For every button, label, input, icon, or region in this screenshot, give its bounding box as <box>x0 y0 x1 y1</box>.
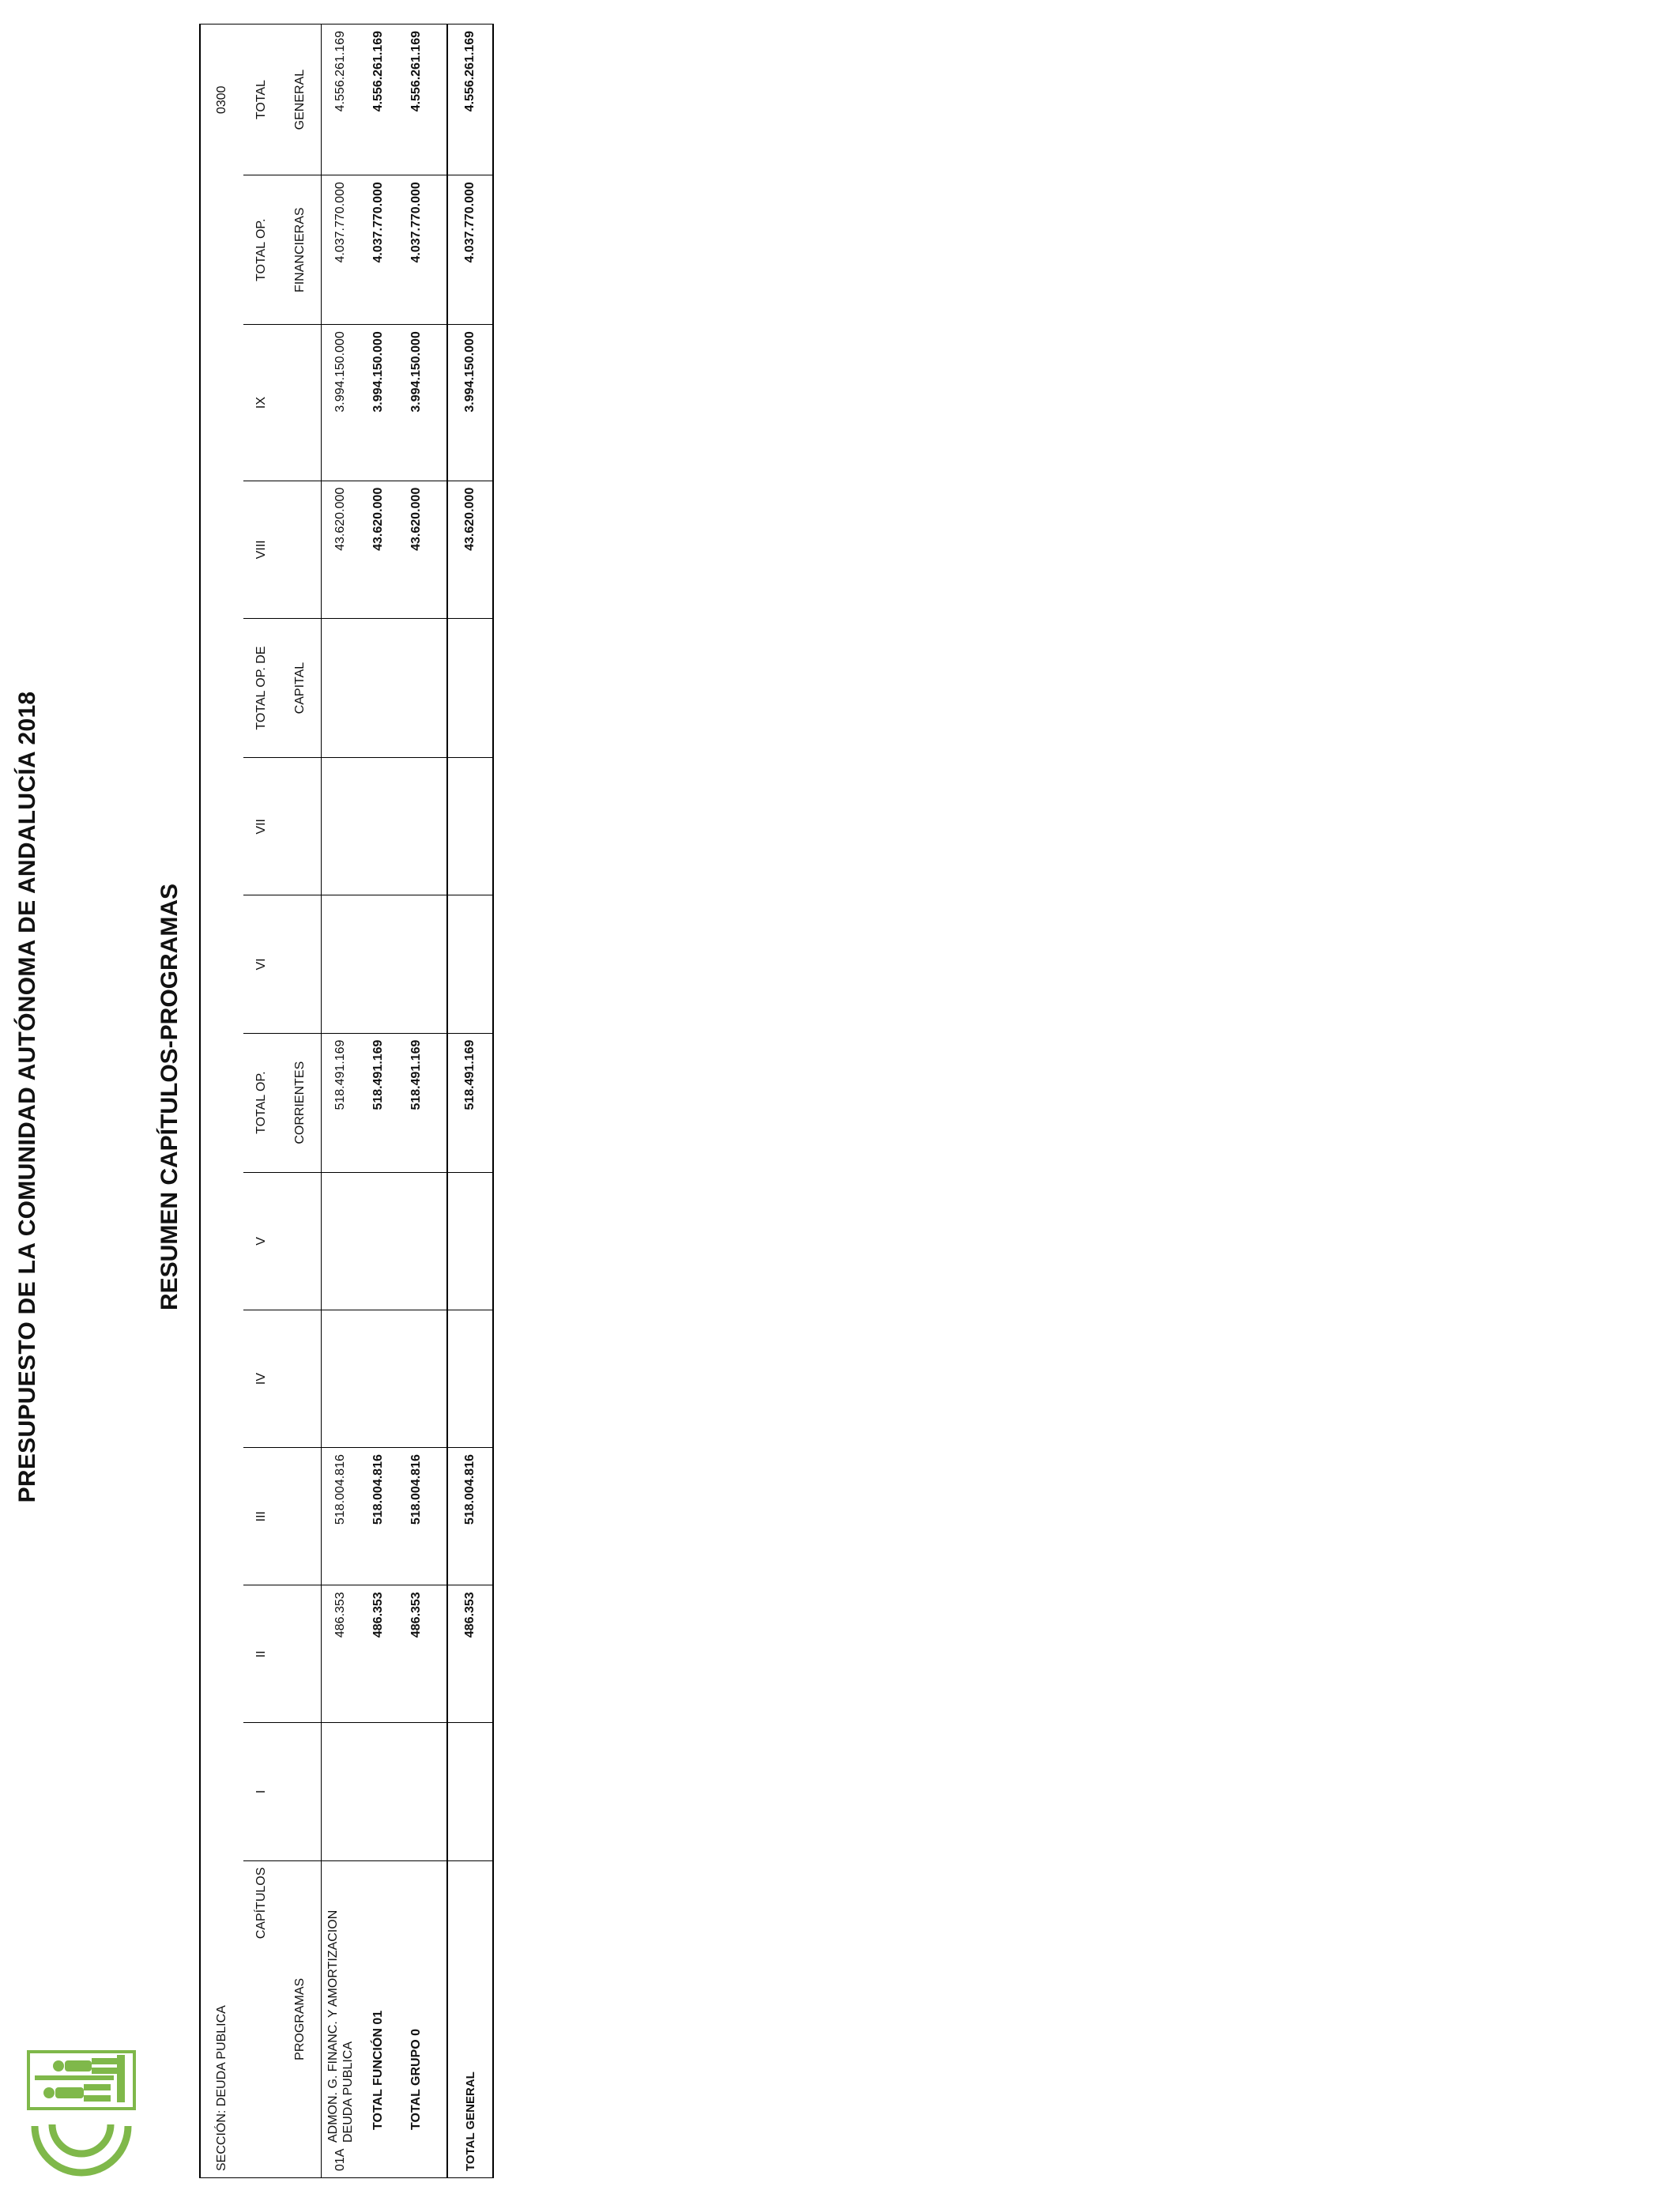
total-general-row <box>447 25 493 2178</box>
column-header-3: IV <box>243 1310 280 1447</box>
value-cell: 518.491.169 <box>397 1033 435 1172</box>
value-cell <box>322 895 360 1033</box>
value-cell: 3.994.150.000 <box>360 325 397 481</box>
column-header-2-line2 <box>280 1448 322 1585</box>
spacer-cell <box>435 1585 447 1723</box>
column-header-9-line2 <box>280 481 322 618</box>
programas-label: PROGRAMAS <box>280 1860 322 2177</box>
value-cell: 486.353 <box>360 1585 397 1723</box>
value-cell: 518.004.816 <box>360 1448 397 1585</box>
value-cell: 43.620.000 <box>447 481 493 618</box>
value-cell <box>447 1172 493 1310</box>
value-cell <box>360 618 397 757</box>
total-label: TOTAL GENERAL <box>463 2071 477 2171</box>
column-header-3-line2 <box>280 1310 322 1447</box>
value-cell: 4.556.261.169 <box>360 25 397 175</box>
value-cell <box>322 618 360 757</box>
page-subtitle: RESUMEN CAPÍTULOS-PROGRAMAS <box>156 884 183 1311</box>
value-cell: 3.994.150.000 <box>397 325 435 481</box>
value-cell <box>322 758 360 895</box>
column-header-1: II <box>243 1585 280 1723</box>
value-cell: 518.004.816 <box>322 1448 360 1585</box>
spacer-cell <box>435 25 447 175</box>
column-header-5-line2: CORRIENTES <box>280 1033 322 1172</box>
program-cell <box>447 1860 493 2177</box>
column-header-11: TOTAL OP. <box>243 175 280 325</box>
spacer-cell <box>435 481 447 618</box>
value-cell: 518.491.169 <box>322 1033 360 1172</box>
program-code: 01A <box>333 2148 348 2171</box>
value-cell <box>360 1723 397 1860</box>
value-cell <box>447 1310 493 1447</box>
value-cell: 43.620.000 <box>322 481 360 618</box>
value-cell: 4.037.770.000 <box>322 175 360 325</box>
column-header-6-line2 <box>280 895 322 1033</box>
spacer-cell <box>435 1172 447 1310</box>
value-cell: 4.556.261.169 <box>397 25 435 175</box>
value-cell: 518.004.816 <box>397 1448 435 1585</box>
spacer-cell <box>435 1033 447 1172</box>
value-cell <box>397 1723 435 1860</box>
value-cell <box>322 1723 360 1860</box>
value-cell <box>397 758 435 895</box>
value-cell: 3.994.150.000 <box>322 325 360 481</box>
value-cell <box>397 895 435 1033</box>
value-cell <box>447 618 493 757</box>
column-header-8-line2: CAPITAL <box>280 618 322 757</box>
spacer-cell <box>435 1860 447 2177</box>
value-cell: 518.491.169 <box>447 1033 493 1172</box>
spacer-row <box>435 25 447 2178</box>
column-header-5: TOTAL OP. <box>243 1033 280 1172</box>
value-cell: 43.620.000 <box>397 481 435 618</box>
value-cell <box>447 1723 493 1860</box>
value-cell: 4.037.770.000 <box>447 175 493 325</box>
column-header-10-line2 <box>280 325 322 481</box>
header-row-1 <box>243 25 280 2178</box>
column-header-0-line2 <box>280 1723 322 1860</box>
value-cell: 4.556.261.169 <box>447 25 493 175</box>
spacer-cell <box>435 758 447 895</box>
program-cell <box>397 1860 435 2177</box>
value-cell: 4.037.770.000 <box>397 175 435 325</box>
value-cell <box>360 758 397 895</box>
table-row <box>360 25 397 2178</box>
table-row <box>322 25 360 2178</box>
subtotal-label: TOTAL FUNCIÓN 01 <box>371 2010 385 2130</box>
column-header-8: TOTAL OP. DE <box>243 618 280 757</box>
value-cell <box>360 895 397 1033</box>
header-row-2 <box>280 25 322 2178</box>
table-row <box>397 25 435 2178</box>
program-cell <box>322 1860 360 2177</box>
spacer-cell <box>435 1448 447 1585</box>
column-header-1-line2 <box>280 1585 322 1723</box>
spacer-cell <box>435 895 447 1033</box>
section-label: SECCIÓN: DEUDA PUBLICA <box>200 175 243 2178</box>
value-cell: 4.556.261.169 <box>322 25 360 175</box>
value-cell <box>322 1172 360 1310</box>
value-cell <box>447 758 493 895</box>
page-title: PRESUPUESTO DE LA COMUNIDAD AUTÓNOMA DE ANDALUCÍA 2018 <box>14 691 40 1503</box>
value-cell: 518.491.169 <box>360 1033 397 1172</box>
program-cell <box>360 1860 397 2177</box>
spacer-cell <box>435 175 447 325</box>
column-header-12: TOTAL <box>243 25 280 175</box>
spacer-cell <box>435 1723 447 1860</box>
column-header-6: VI <box>243 895 280 1033</box>
summary-table <box>199 24 494 2178</box>
value-cell: 486.353 <box>322 1585 360 1723</box>
column-header-12-line2: GENERAL <box>280 25 322 175</box>
subtotal-label: TOTAL GRUPO 0 <box>409 2028 423 2130</box>
value-cell <box>360 1310 397 1447</box>
column-header-4: V <box>243 1172 280 1310</box>
value-cell: 43.620.000 <box>360 481 397 618</box>
spacer-cell <box>435 325 447 481</box>
value-cell: 4.037.770.000 <box>360 175 397 325</box>
spacer-cell <box>435 1310 447 1447</box>
column-header-11-line2: FINANCIERAS <box>280 175 322 325</box>
column-header-0: I <box>243 1723 280 1860</box>
value-cell: 3.994.150.000 <box>447 325 493 481</box>
column-header-7: VII <box>243 758 280 895</box>
column-header-2: III <box>243 1448 280 1585</box>
section-row <box>200 25 243 2178</box>
column-header-9: VIII <box>243 481 280 618</box>
column-header-4-line2 <box>280 1172 322 1310</box>
value-cell <box>397 1310 435 1447</box>
value-cell <box>360 1172 397 1310</box>
value-cell <box>322 1310 360 1447</box>
spacer-cell <box>435 618 447 757</box>
value-cell: 486.353 <box>447 1585 493 1723</box>
value-cell <box>447 895 493 1033</box>
section-code: 0300 <box>200 25 243 175</box>
capitulos-label: CAPÍTULOS <box>243 1860 280 2177</box>
value-cell <box>397 1172 435 1310</box>
value-cell: 518.004.816 <box>447 1448 493 1585</box>
column-header-7-line2 <box>280 758 322 895</box>
value-cell <box>397 618 435 757</box>
column-header-10: IX <box>243 325 280 481</box>
program-label: ADMON. G. FINANC. Y AMORTIZACION DEUDA PUBLICA <box>326 1909 355 2143</box>
value-cell: 486.353 <box>397 1585 435 1723</box>
